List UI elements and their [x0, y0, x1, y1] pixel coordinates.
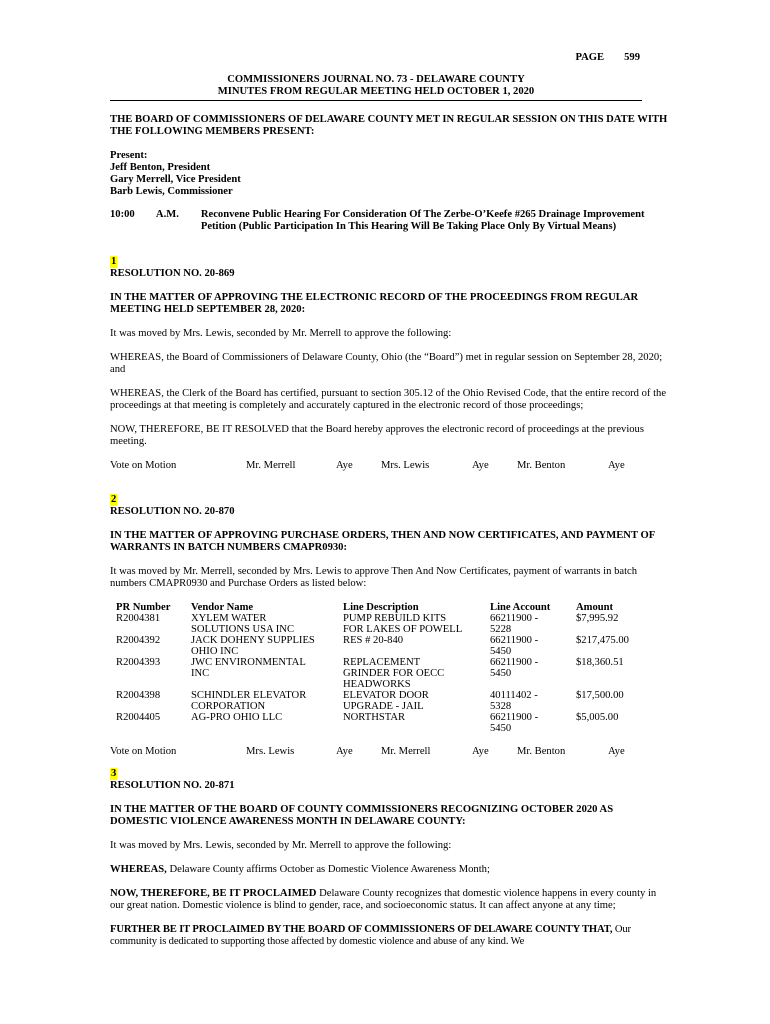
journal-header	[110, 74, 642, 101]
purchase-orders-table	[110, 602, 666, 734]
pr-number: R2004398	[116, 690, 161, 701]
pr-number: R2004381	[116, 613, 161, 624]
acct-line: 5450	[490, 723, 512, 734]
voter: Mr. Merrell	[381, 746, 431, 757]
moved-text: It was moved by Mr. Merrell, seconded by Mrs. Lewis to approve Then And Now Certificates, payment of warrants in batch numbers CMAPR0930 and Purchase Orders as listed below:	[110, 566, 638, 589]
vote-label: Vote on Motion	[110, 460, 177, 471]
acct-line: 5450	[490, 668, 512, 679]
item-marker: 3	[111, 768, 117, 779]
amount: $5,005.00	[576, 712, 619, 723]
resolution-title: IN THE MATTER OF APPROVING THE ELECTRONIC RECORD OF THE PROCEEDINGS FROM REGULAR MEETING HELD SEPTEMBER 28, 2020:	[110, 292, 639, 315]
journal-line: COMMISSIONERS JOURNAL NO. 73 - DELAWARE COUNTY	[227, 74, 525, 85]
proclaimed-text: Delaware County recognizes that domestic violence happens in every county in our great nation. Domestic violence is blind to gender, race, and socioeconomic status. It can affect anyone at any time;	[110, 888, 657, 911]
vote-value: Aye	[608, 746, 625, 757]
line-description	[343, 657, 490, 690]
table-row	[110, 657, 666, 690]
agenda-ampm: A.M.	[155, 209, 179, 220]
col-amount: Amount	[576, 602, 614, 613]
whereas-text: Delaware County affirms October as Domestic Violence Awareness Month;	[166, 864, 490, 875]
vendor-line: JWC ENVIRONMENTAL	[191, 657, 306, 668]
whereas-paragraph: WHEREAS, the Board of Commissioners of Delaware County, Ohio (the “Board”) met in regular session on September 28, 2020; and	[110, 352, 663, 375]
whereas-paragraph: WHEREAS, the Clerk of the Board has certified, pursuant to section 305.12 of the Ohio Revised Code, that the entire record of the proceedings at that meeting is completely and accurately captured in the electronic record of those proceedings;	[110, 388, 667, 411]
proclaimed-lead: NOW, THEREFORE, BE IT PROCLAIMED	[110, 888, 317, 899]
desc-line: FOR LAKES OF POWELL	[343, 624, 463, 635]
line-description	[343, 635, 490, 657]
desc-line: RES # 20-840	[343, 635, 404, 646]
vendor-name	[191, 613, 343, 635]
voter: Mr. Merrell	[246, 460, 296, 471]
resolved-paragraph: NOW, THEREFORE, BE IT RESOLVED that the Board hereby approves the electronic record of proceedings at the previous meeting.	[110, 424, 644, 447]
vote-value: Aye	[472, 460, 489, 471]
page-number-value: 599	[624, 52, 640, 63]
vote-value: Aye	[472, 746, 489, 757]
resolution-1	[110, 256, 670, 472]
desc-line: GRINDER FOR OECC	[343, 668, 445, 679]
session-statement: THE BOARD OF COMMISSIONERS OF DELAWARE COUNTY MET IN REGULAR SESSION ON THIS DATE WITH THE FOLLOWING MEMBERS PRESENT:	[110, 114, 668, 137]
resolution-title: IN THE MATTER OF APPROVING PURCHASE ORDERS, THEN AND NOW CERTIFICATES, AND PAYMENT OF WARRANTS IN BATCH NUMBERS CMAPR0930:	[110, 530, 655, 553]
members-present	[110, 150, 670, 198]
vote-line	[110, 746, 670, 758]
col-vendor-name: Vendor Name	[191, 602, 254, 613]
resolution-number: RESOLUTION NO. 20-870	[110, 506, 235, 517]
col-pr-number: PR Number	[116, 602, 171, 613]
desc-line: REPLACEMENT	[343, 657, 421, 668]
col-line-account: Line Account	[490, 602, 551, 613]
voter: Mr. Benton	[517, 460, 566, 471]
vote-value: Aye	[336, 460, 353, 471]
vote-line	[110, 460, 670, 472]
further-text: Our community is dedicated to supporting those affected by domestic violence and abuse of any kind. We	[110, 924, 631, 947]
line-account	[490, 613, 576, 635]
amount: $18,360.51	[576, 657, 624, 668]
vendor-name	[191, 712, 343, 734]
pr-number: R2004393	[116, 657, 161, 668]
member-benton: Jeff Benton, President	[110, 162, 211, 173]
line-account	[490, 712, 576, 734]
acct-line: 5228	[490, 624, 512, 635]
moved-text: It was moved by Mrs. Lewis, seconded by Mr. Merrell to approve the following:	[110, 328, 452, 339]
voter: Mr. Benton	[517, 746, 566, 757]
line-account	[490, 635, 576, 657]
desc-line: PUMP REBUILD KITS	[343, 613, 447, 624]
line-description	[343, 712, 490, 734]
present-label: Present:	[110, 150, 148, 161]
vendor-name	[191, 690, 343, 712]
table-row	[110, 712, 666, 734]
resolution-number: RESOLUTION NO. 20-871	[110, 780, 235, 791]
page-label: PAGE	[575, 52, 605, 63]
member-merrell: Gary Merrell, Vice President	[110, 174, 241, 185]
desc-line: ELEVATOR DOOR	[343, 690, 429, 701]
vendor-line: INC	[191, 668, 210, 679]
vendor-line: CORPORATION	[191, 701, 266, 712]
vendor-line: SOLUTIONS USA INC	[191, 624, 295, 635]
acct-line: 5450	[490, 646, 512, 657]
pr-number: R2004405	[116, 712, 161, 723]
amount: $7,995.92	[576, 613, 619, 624]
amount: $217,475.00	[576, 635, 629, 646]
page-number	[575, 52, 640, 64]
line-description	[343, 690, 490, 712]
vote-label: Vote on Motion	[110, 746, 177, 757]
acct-line: 66211900 -	[490, 613, 539, 624]
table-row	[110, 635, 666, 657]
voter: Mrs. Lewis	[246, 746, 295, 757]
whereas-paragraph	[110, 864, 670, 876]
vendor-line: XYLEM WATER	[191, 613, 267, 624]
vendor-name	[191, 657, 343, 690]
desc-line: NORTHSTAR	[343, 712, 406, 723]
item-marker: 1	[111, 256, 117, 267]
line-account	[490, 690, 576, 712]
vendor-line: AG-PRO OHIO LLC	[191, 712, 283, 723]
acct-line: 5328	[490, 701, 512, 712]
minutes-line: MINUTES FROM REGULAR MEETING HELD OCTOBER 1, 2020	[217, 86, 535, 97]
member-lewis: Barb Lewis, Commissioner	[110, 186, 233, 197]
resolution-2	[110, 494, 670, 758]
col-line-description: Line Description	[343, 602, 419, 613]
vendor-line: JACK DOHENY SUPPLIES	[191, 635, 315, 646]
desc-line: HEADWORKS	[343, 679, 411, 690]
resolution-3	[110, 768, 670, 948]
item-marker: 2	[111, 494, 117, 505]
resolution-number: RESOLUTION NO. 20-869	[110, 268, 235, 279]
voter: Mrs. Lewis	[381, 460, 430, 471]
table-row	[110, 690, 666, 712]
table-row	[110, 613, 666, 635]
acct-line: 66211900 -	[490, 712, 539, 723]
acct-line: 66211900 -	[490, 657, 539, 668]
line-account	[490, 657, 576, 690]
agenda-item	[110, 209, 670, 233]
vendor-name	[191, 635, 343, 657]
line-description	[343, 613, 490, 635]
moved-text: It was moved by Mrs. Lewis, seconded by Mr. Merrell to approve the following:	[110, 840, 452, 851]
pr-number: R2004392	[116, 635, 161, 646]
proclaimed-paragraph	[110, 888, 670, 912]
vendor-line: SCHINDLER ELEVATOR	[191, 690, 307, 701]
desc-line: UPGRADE - JAIL	[343, 701, 424, 712]
further-paragraph	[110, 924, 670, 948]
acct-line: 66211900 -	[490, 635, 539, 646]
resolution-title: IN THE MATTER OF THE BOARD OF COUNTY COMMISSIONERS RECOGNIZING OCTOBER 2020 AS DOMESTIC VIOLENCE AWARENESS MONTH IN DELAWARE COUNTY:	[110, 804, 614, 827]
agenda-text: Reconvene Public Hearing For Consideration Of The Zerbe-O’Keefe #265 Drainage Improvement Petition (Public Participation In This Hearing Will Be Taking Place Only By Virtual Means)	[200, 209, 645, 232]
table-header-row	[110, 602, 666, 613]
further-lead: FURTHER BE IT PROCLAIMED BY THE BOARD OF COMMISSIONERS OF DELAWARE COUNTY THAT,	[110, 924, 613, 935]
whereas-lead: WHEREAS,	[110, 864, 167, 875]
vote-value: Aye	[336, 746, 353, 757]
amount: $17,500.00	[576, 690, 624, 701]
acct-line: 40111402 -	[490, 690, 538, 701]
vote-value: Aye	[608, 460, 625, 471]
agenda-time: 10:00	[110, 209, 135, 220]
vendor-line: OHIO INC	[191, 646, 239, 657]
